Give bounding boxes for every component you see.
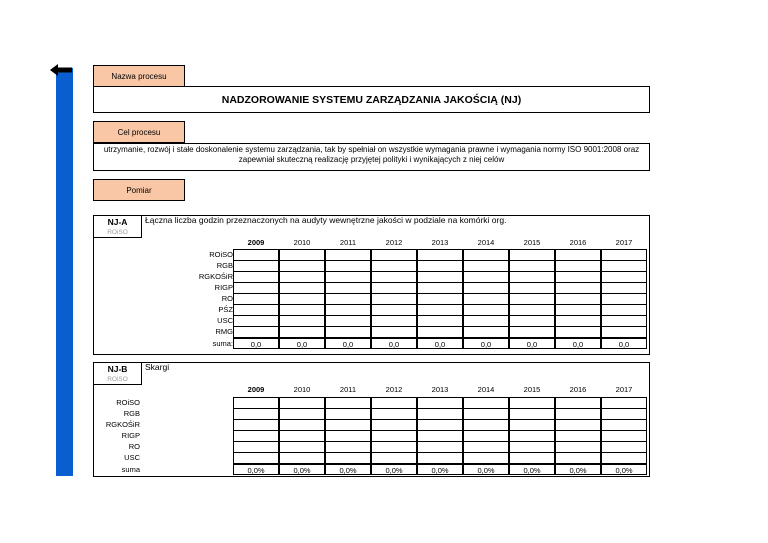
sum-cell: 0,0% xyxy=(417,464,463,475)
sum-cell: 0,0% xyxy=(325,464,371,475)
sum-cell: 0,0% xyxy=(463,464,509,475)
sum-cell: 0,0 xyxy=(279,338,325,349)
row-label: RIGP xyxy=(121,431,140,440)
year-header: 2017 xyxy=(615,238,633,247)
sum-cell: 0,0 xyxy=(601,338,647,349)
sum-cell: 0,0% xyxy=(279,464,325,475)
row-label: USC xyxy=(217,316,233,325)
process-title: NADZOROWANIE SYSTEMU ZARZĄDZANIA JAKOŚCIĄ (NJ) xyxy=(93,86,650,113)
row-label: RO xyxy=(221,294,233,303)
value-cell[interactable] xyxy=(463,326,509,338)
value-cell[interactable] xyxy=(509,452,555,464)
measure-label: Pomiar xyxy=(93,179,185,201)
year-header: 2011 xyxy=(339,385,357,394)
back-arrow-icon[interactable] xyxy=(50,64,74,76)
year-header: 2009 xyxy=(247,385,265,394)
value-cell[interactable] xyxy=(233,326,279,338)
sidebar-bar xyxy=(56,68,73,476)
row-label: RGKOŚiR xyxy=(198,272,233,281)
value-cell[interactable] xyxy=(417,326,463,338)
process-name-label: Nazwa procesu xyxy=(93,65,185,87)
goal-text: utrzymanie, rozwój i stałe doskonalenie systemu zarządzania, tak by spełniał on wszystkie wymagania prawne i wymagania normy ISO 9001:2008 oraz zapewniał skuteczną realizację przyjętej polityki i wynikających z niej celów xyxy=(93,143,650,171)
value-cell[interactable] xyxy=(233,452,279,464)
year-header: 2016 xyxy=(569,238,587,247)
sum-cell: 0,0 xyxy=(325,338,371,349)
sum-cell: 0,0% xyxy=(509,464,555,475)
value-cell[interactable] xyxy=(601,326,647,338)
value-cell[interactable] xyxy=(325,326,371,338)
value-cell[interactable] xyxy=(601,452,647,464)
year-header: 2016 xyxy=(569,385,587,394)
sum-label: suma: xyxy=(212,339,233,348)
sum-cell: 0,0% xyxy=(371,464,417,475)
value-cell[interactable] xyxy=(279,326,325,338)
row-label: USC xyxy=(124,453,140,462)
year-header: 2012 xyxy=(385,385,403,394)
value-cell[interactable] xyxy=(371,326,417,338)
measure-b-title: Skargi xyxy=(145,362,170,372)
year-header: 2011 xyxy=(339,238,357,247)
value-cell[interactable] xyxy=(509,326,555,338)
value-cell[interactable] xyxy=(325,452,371,464)
year-header: 2013 xyxy=(431,238,449,247)
row-label: RO xyxy=(128,442,140,451)
sum-cell: 0,0 xyxy=(555,338,601,349)
year-header: 2015 xyxy=(523,385,541,394)
value-cell[interactable] xyxy=(463,452,509,464)
value-cell[interactable] xyxy=(555,452,601,464)
year-header: 2012 xyxy=(385,238,403,247)
row-label: ROiSO xyxy=(116,398,140,407)
sum-cell: 0,0 xyxy=(233,338,279,349)
sum-cell: 0,0% xyxy=(233,464,279,475)
year-header: 2017 xyxy=(615,385,633,394)
measure-a-owner: ROiSO xyxy=(93,227,142,238)
value-cell[interactable] xyxy=(417,452,463,464)
row-label: RGKOŚiR xyxy=(105,420,140,429)
row-label: RGB xyxy=(216,261,233,270)
measure-b-code: NJ-B xyxy=(93,362,142,375)
value-cell[interactable] xyxy=(555,326,601,338)
sum-cell: 0,0 xyxy=(509,338,555,349)
year-header: 2013 xyxy=(431,385,449,394)
sum-cell: 0,0 xyxy=(417,338,463,349)
year-header: 2014 xyxy=(477,385,495,394)
year-header: 2014 xyxy=(477,238,495,247)
year-header: 2010 xyxy=(293,385,311,394)
sum-cell: 0,0% xyxy=(601,464,647,475)
row-label: RGB xyxy=(123,409,140,418)
row-label: RIGP xyxy=(214,283,233,292)
sum-cell: 0,0 xyxy=(371,338,417,349)
row-label: PŚZ xyxy=(218,305,233,314)
sum-cell: 0,0 xyxy=(463,338,509,349)
year-header: 2015 xyxy=(523,238,541,247)
value-cell[interactable] xyxy=(279,452,325,464)
measure-b-owner: ROiSO xyxy=(93,374,142,385)
sum-cell: 0,0% xyxy=(555,464,601,475)
row-label: RMG xyxy=(215,327,233,336)
measure-a-code: NJ-A xyxy=(93,215,142,228)
year-header: 2009 xyxy=(247,238,265,247)
measure-a-title: Łączna liczba godzin przeznaczonych na audyty wewnętrzne jakości w podziale na komórki org. xyxy=(145,215,507,225)
value-cell[interactable] xyxy=(371,452,417,464)
sum-label: suma xyxy=(121,465,140,474)
goal-label: Cel procesu xyxy=(93,121,185,143)
year-header: 2010 xyxy=(293,238,311,247)
row-label: ROiSO xyxy=(209,250,233,259)
